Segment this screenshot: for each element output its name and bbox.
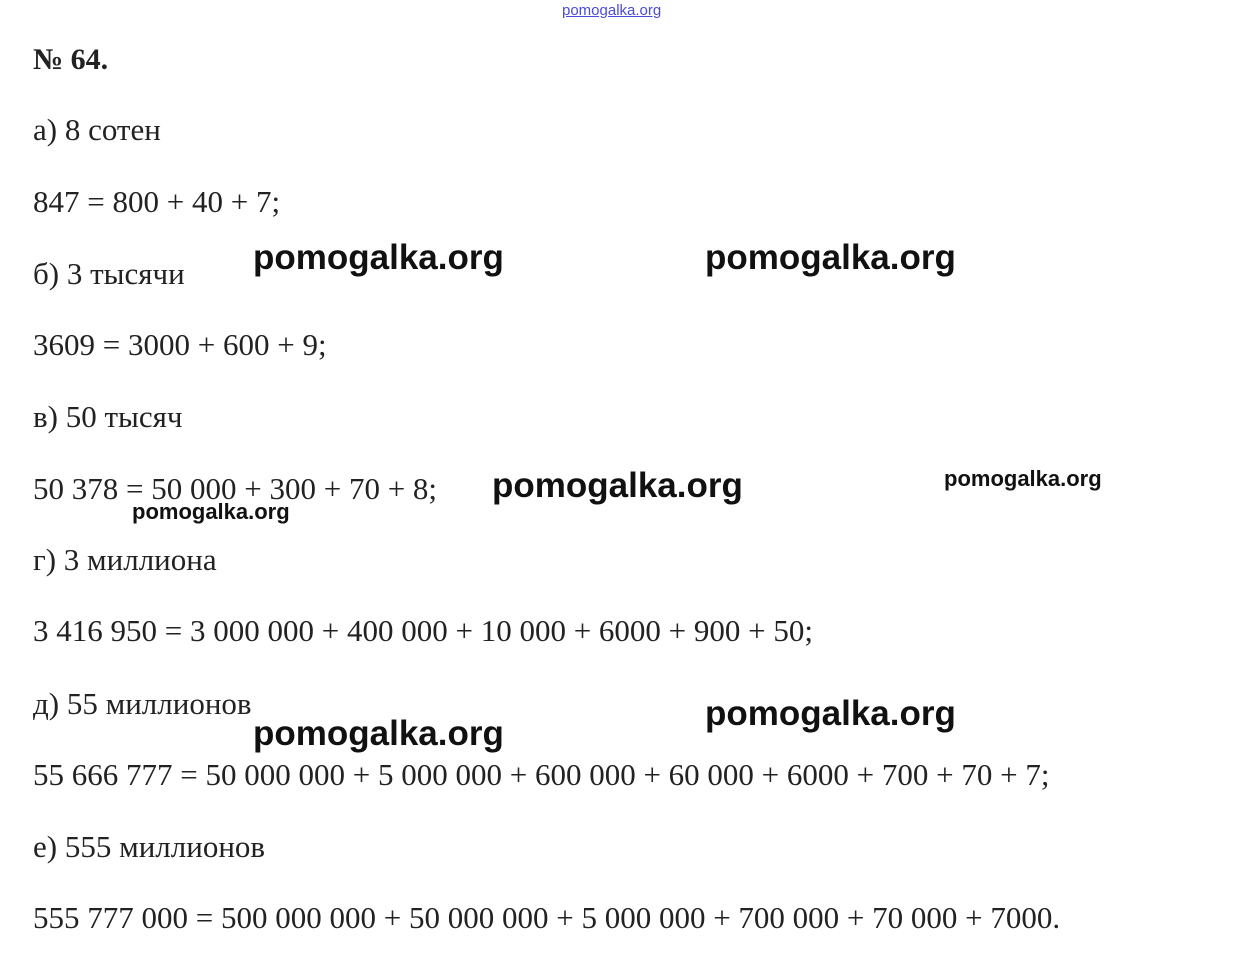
- watermark: pomogalka.org: [253, 238, 504, 277]
- item-e-expansion: 555 777 000 = 500 000 000 + 50 000 000 + 5 000 000 + 700 000 + 70 000 + 7000.: [33, 900, 1061, 935]
- watermark: pomogalka.org: [944, 466, 1102, 491]
- watermark: pomogalka.org: [492, 466, 743, 505]
- item-g-expansion: 3 416 950 = 3 000 000 + 400 000 + 10 000 + 6000 + 900 + 50;: [33, 613, 814, 648]
- item-a-expansion: 847 = 800 + 40 + 7;: [33, 184, 281, 219]
- watermark: pomogalka.org: [132, 499, 290, 524]
- watermark: pomogalka.org: [253, 714, 504, 753]
- item-d-expansion: 55 666 777 = 50 000 000 + 5 000 000 + 600 000 + 60 000 + 6000 + 700 + 70 + 7;: [33, 757, 1050, 792]
- item-v-expansion: 50 378 = 50 000 + 300 + 70 + 8;: [33, 471, 438, 506]
- watermark: pomogalka.org: [705, 238, 956, 277]
- watermark: pomogalka.org: [705, 694, 956, 733]
- item-v-label: в) 50 тысяч: [33, 399, 183, 434]
- item-a-label: а) 8 сотен: [33, 112, 161, 147]
- top-watermark-link[interactable]: pomogalka.org: [562, 2, 662, 19]
- item-e-label: е) 555 миллионов: [33, 829, 266, 864]
- item-d-label: д) 55 миллионов: [33, 686, 252, 721]
- item-b-expansion: 3609 = 3000 + 600 + 9;: [33, 327, 327, 362]
- item-b-label: б) 3 тысячи: [33, 256, 185, 291]
- problem-number: № 64.: [33, 43, 109, 76]
- item-g-label: г) 3 миллиона: [33, 542, 217, 577]
